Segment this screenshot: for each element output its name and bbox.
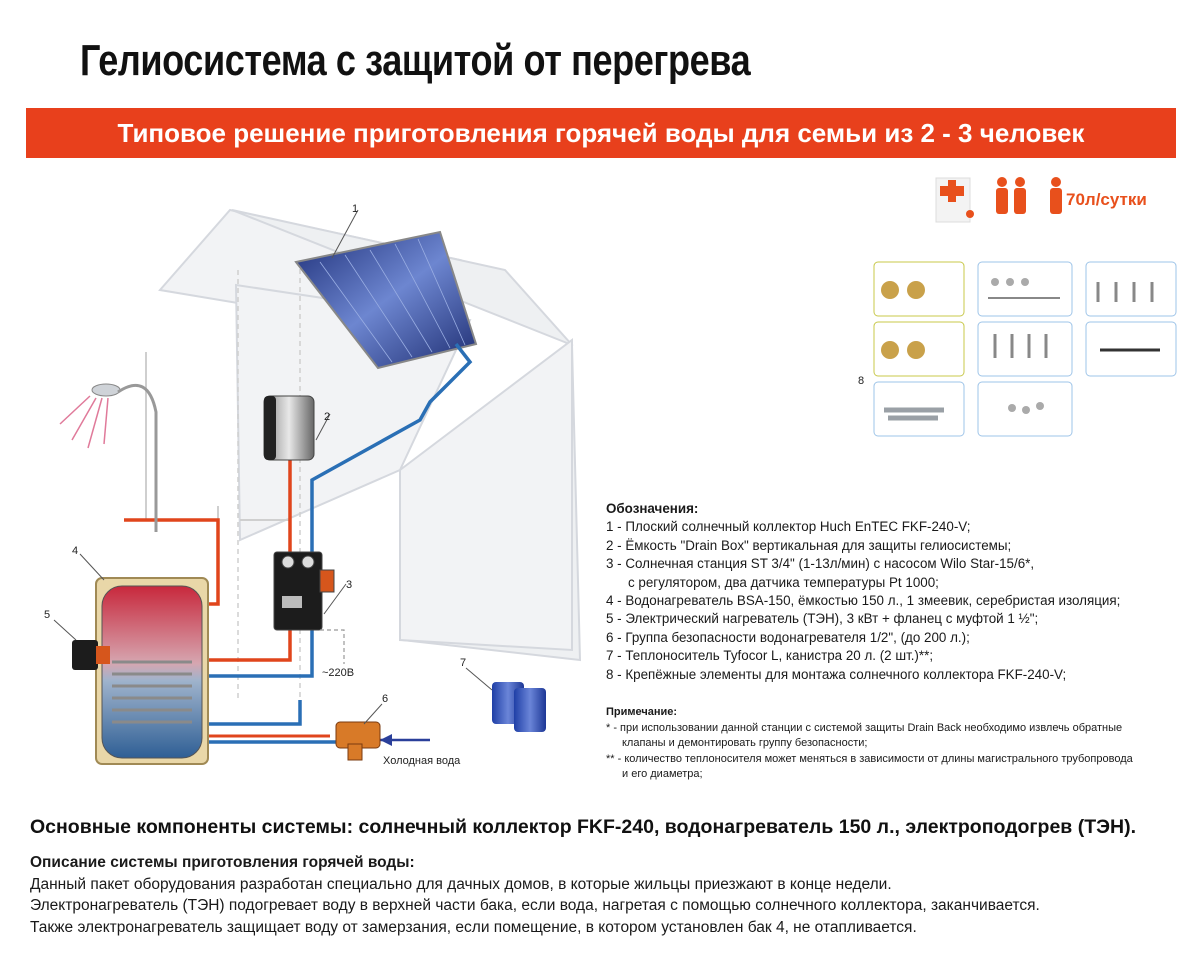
footnote-continued: и его диаметра; bbox=[622, 768, 703, 780]
person-icon bbox=[1050, 177, 1062, 214]
footnote: ** - количество теплоносителя может меняться в зависимости от длины магистрального трубопровода bbox=[606, 752, 1133, 765]
footnotes bbox=[606, 705, 1196, 783]
legend-item: 3 - Солнечная станция ST 3/4" (1-13л/мин) с насосом Wilo Star-15/6*, bbox=[606, 556, 1035, 572]
subtitle-banner bbox=[26, 108, 1176, 158]
page-title: Гелиосистема с защитой от перегрева bbox=[80, 36, 751, 85]
footnote-continued: клапаны и демонтировать группу безопасности; bbox=[622, 737, 868, 749]
mounting-parts-grid bbox=[874, 262, 1176, 436]
legend-item-continued: с регулятором, два датчика температуры Pt 1000; bbox=[628, 574, 939, 590]
footnotes-title: Примечание: bbox=[606, 706, 678, 718]
description-line: Данный пакет оборудования разработан специально для дачных домов, в которые жильцы приезжают в конце недели. bbox=[30, 875, 892, 893]
legend-item: 8 - Крепёжные элементы для монтажа солнечного коллектора FKF-240-V; bbox=[606, 666, 1067, 682]
voltage-label: ~220В bbox=[322, 667, 355, 679]
legend bbox=[606, 500, 1196, 684]
callout-5: 5 bbox=[44, 609, 51, 621]
shower-head-icon bbox=[60, 384, 156, 532]
safety-group bbox=[336, 722, 380, 760]
legend-item: 6 - Группа безопасности водонагревателя 1/2", (до 200 л.); bbox=[606, 629, 970, 645]
fluid-canisters bbox=[492, 682, 546, 732]
person-icon bbox=[996, 177, 1008, 214]
legend-item: 2 - Ёмкость "Drain Box" вертикальная для защиты гелиосистемы; bbox=[606, 537, 1012, 553]
description-title: Описание системы приготовления горячей воды: bbox=[30, 854, 415, 871]
description-line: Также электронагреватель защищает воду от замерзания, если помещение, в котором установлен бак 4, не отапливается. bbox=[30, 918, 917, 936]
system-diagram bbox=[0, 160, 1200, 800]
callout-7: 7 bbox=[460, 657, 467, 669]
description bbox=[30, 852, 1180, 938]
consumption-label: 70л/сутки bbox=[1066, 190, 1147, 209]
person-icon bbox=[1014, 177, 1026, 214]
subtitle-banner-text: Типовое решение приготовления горячей воды для семьи из 2 - 3 человек bbox=[117, 117, 1085, 148]
legend-item: 4 - Водонагреватель BSA-150, ёмкостью 150 л., 1 змеевик, серебристая изоляция; bbox=[606, 593, 1121, 609]
legend-item: 7 - Теплоноситель Tyfocor L, канистра 20 л. (2 шт.)**; bbox=[606, 648, 934, 664]
legend-title: Обозначения: bbox=[606, 501, 699, 516]
legend-item: 5 - Электрический нагреватель (ТЭН), 3 кВт + фланец с муфтой 1 ½"; bbox=[606, 611, 1039, 627]
drain-box bbox=[264, 396, 314, 460]
callout-8: 8 bbox=[858, 375, 865, 387]
callout-4: 4 bbox=[72, 545, 79, 557]
callout-6: 6 bbox=[382, 693, 389, 705]
legend-item: 1 - Плоский солнечный коллектор Huch EnTEC FKF-240-V; bbox=[606, 519, 971, 535]
callout-1: 1 bbox=[352, 203, 359, 215]
description-line: Электронагреватель (ТЭН) подогревает воду в верхней части бака, если вода, нагретая с помощью солнечного коллектора, заканчивается. bbox=[30, 897, 1040, 914]
water-heater-tank bbox=[96, 578, 208, 764]
callout-2: 2 bbox=[324, 411, 331, 423]
callout-3: 3 bbox=[346, 579, 353, 591]
cold-water-label: Холодная вода bbox=[383, 755, 461, 767]
solar-station bbox=[274, 552, 334, 630]
faucet-icon bbox=[936, 178, 974, 222]
footnote: * - при использовании данной станции с системой защиты Drain Back необходимо извлечь обратные bbox=[606, 721, 1123, 734]
components-heading: Основные компоненты системы: солнечный коллектор FKF-240, водонагреватель 150 л., электроподогрев (ТЭН). bbox=[30, 816, 1136, 838]
